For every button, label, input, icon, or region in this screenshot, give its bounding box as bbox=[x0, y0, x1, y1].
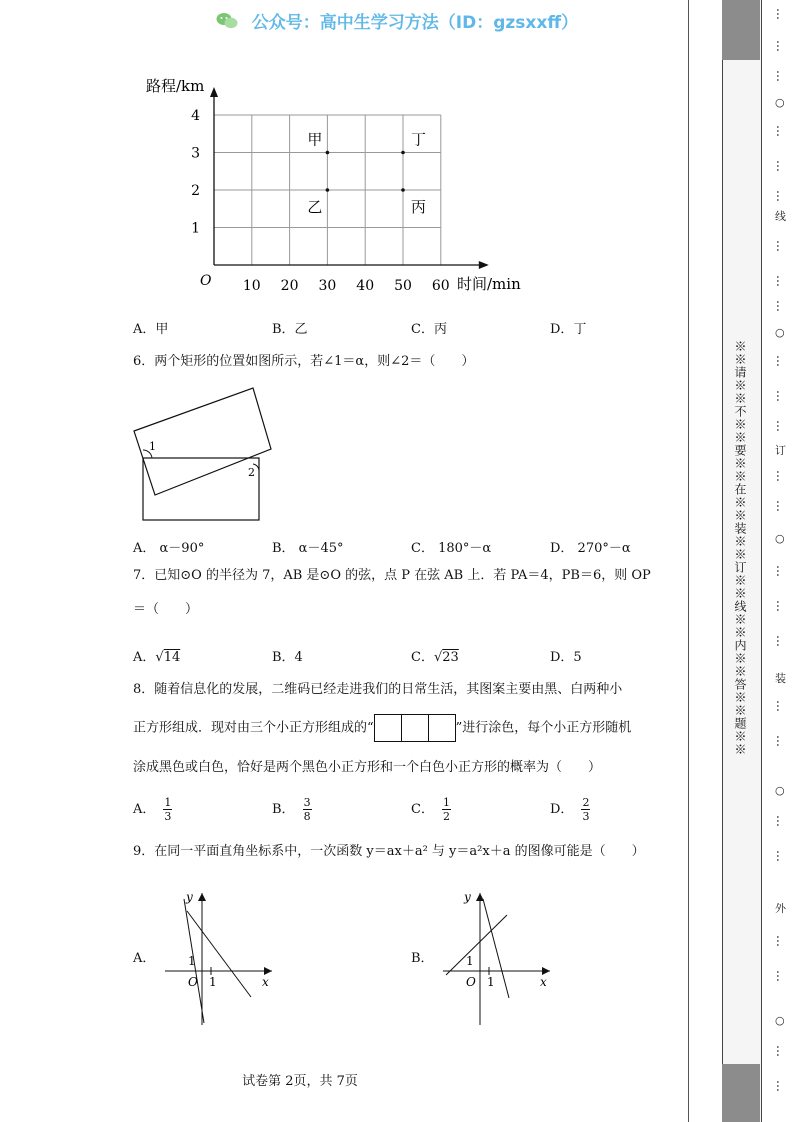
distance-time-chart bbox=[130, 70, 550, 300]
q7-option-a-radicand: 14 bbox=[163, 650, 181, 665]
q6-rectangles-figure bbox=[125, 380, 285, 530]
chart-x-tick-label: 40 bbox=[356, 278, 375, 294]
binding-mark-ding: 订 bbox=[775, 444, 786, 457]
q7-question-line1: 7．已知⊙O 的半径为 7，AB 是⊙O 的弦，点 P 在弦 AB 上．若 PA＝4，PB＝6，则 OP bbox=[133, 568, 651, 583]
q9-option-a-label[interactable]: A． bbox=[133, 951, 156, 966]
q8-option-b[interactable]: B． $\frac{3}{8}$ bbox=[272, 796, 311, 823]
chart-x-tick-label: 10 bbox=[242, 278, 261, 294]
chart-x-tick-label: 60 bbox=[431, 278, 450, 294]
q9-question: 9．在同一平面直角坐标系中，一次函数 y＝ax＋a² 与 y＝a²x＋a 的图像可能是（ ） bbox=[133, 844, 645, 859]
q8-option-a[interactable]: A． $\frac{1}{3}$ bbox=[133, 796, 172, 823]
svg-text:1: 1 bbox=[188, 954, 196, 968]
q6-label-2: 2 bbox=[248, 466, 255, 479]
chart-x-tick-label: 30 bbox=[318, 278, 337, 294]
q9b-line-shallow bbox=[446, 915, 507, 975]
chart-origin: O bbox=[200, 273, 212, 289]
chart-y-tick-label: 2 bbox=[191, 183, 200, 199]
chart-xlabel: 时间/min bbox=[457, 275, 521, 293]
q8-question-line1: 8．随着信息化的发展，二维码已经走进我们的日常生活，其图案主要由黑、白两种小 bbox=[133, 682, 623, 697]
q7-option-b[interactable]: B．4 bbox=[272, 650, 303, 665]
binding-edge-line bbox=[688, 0, 689, 1122]
svg-text:O: O bbox=[466, 975, 476, 989]
q6-option-d[interactable]: D． 270°－α bbox=[550, 541, 631, 556]
q6-label-1: 1 bbox=[149, 440, 156, 453]
binding-circle: ○ bbox=[775, 326, 785, 339]
chart-y-tick-label: 4 bbox=[191, 108, 200, 124]
q9-option-b-label[interactable]: B． bbox=[411, 951, 434, 966]
binding-warning-text: ※※请※※不※※要※※在※※装※※订※※线※※内※※答※※题※※ bbox=[733, 340, 747, 756]
q6-option-a[interactable]: A． α－90° bbox=[133, 541, 205, 556]
binding-dotted-column: … … … ○ … … … 线 … … … ○ … … … 订 … … ○ … … … 装 … … ○ … … 外 … … ○ … … bbox=[774, 8, 788, 1093]
q5-option-a[interactable]: A．甲 bbox=[133, 322, 169, 337]
svg-text:y: y bbox=[186, 890, 193, 904]
binding-mark-wai: 外 bbox=[775, 902, 786, 915]
q6-option-c[interactable]: C． 180°－α bbox=[411, 541, 492, 556]
binding-mark-xian: 线 bbox=[775, 210, 786, 223]
chart-point-label: 甲 bbox=[307, 130, 323, 149]
binding-mark-zhuang: 装 bbox=[775, 672, 786, 685]
svg-text:1: 1 bbox=[466, 954, 474, 968]
q7-option-c-radicand: 23 bbox=[442, 650, 459, 665]
wechat-icon bbox=[216, 12, 238, 35]
header-text: 公众号：高中生学习方法（ID：gzsxxff） bbox=[251, 13, 579, 33]
chart-x-tick-label: 20 bbox=[280, 278, 299, 294]
chart-point-label: 乙 bbox=[307, 198, 323, 216]
q8-option-d[interactable]: D． $\frac{2}{3}$ bbox=[550, 796, 590, 823]
chart-y-tick-label: 3 bbox=[191, 145, 200, 162]
svg-text:x: x bbox=[540, 975, 547, 989]
q6-option-b[interactable]: B． α－45° bbox=[272, 541, 344, 556]
svg-text:1: 1 bbox=[487, 975, 495, 989]
page-footer: 试卷第 2页，共 7页 bbox=[242, 1074, 358, 1089]
svg-text:O: O bbox=[188, 975, 198, 989]
svg-text:y: y bbox=[464, 890, 471, 904]
q6-question: 6．两个矩形的位置如图所示，若∠1＝α，则∠2＝（ ） bbox=[133, 354, 475, 369]
q7-option-a[interactable]: A．√14 bbox=[133, 650, 181, 665]
q7-question-line2: ＝（ ） bbox=[133, 602, 199, 617]
chart-point-label: 丙 bbox=[411, 198, 427, 216]
chart-x-arrow bbox=[479, 261, 489, 269]
binding-strip-bottom-block bbox=[722, 1064, 760, 1122]
q7-option-c[interactable]: C．√23 bbox=[411, 650, 459, 665]
q8-option-c[interactable]: C． $\frac{1}{2}$ bbox=[411, 796, 450, 823]
chart-point bbox=[326, 188, 330, 192]
binding-circle: ○ bbox=[775, 784, 785, 797]
binding-circle: ○ bbox=[775, 96, 785, 109]
q7-option-d[interactable]: D．5 bbox=[550, 650, 582, 665]
q6-rect-horizontal bbox=[143, 458, 259, 520]
binding-strip-top-block bbox=[722, 0, 760, 60]
q5-option-c[interactable]: C．丙 bbox=[411, 322, 447, 337]
q8-question-line2: 正方形组成．现对由三个小正方形组成的“ ”进行涂色，每个小正方形随机 bbox=[133, 714, 631, 742]
chart-point-label: 丁 bbox=[411, 130, 427, 149]
q8-question-line3: 涂成黑色或白色，恰好是两个黑色小正方形和一个白色小正方形的概率为（ ） bbox=[133, 760, 602, 775]
chart-x-tick-label: 50 bbox=[394, 278, 412, 294]
chart-point bbox=[401, 151, 405, 155]
chart-y-arrow bbox=[210, 87, 218, 97]
chart-y-tick-label: 1 bbox=[191, 220, 200, 237]
q9-option-a-graph[interactable] bbox=[160, 885, 280, 1030]
q9-option-b-graph[interactable] bbox=[438, 885, 558, 1030]
q5-option-b[interactable]: B．乙 bbox=[272, 322, 308, 337]
svg-text:1: 1 bbox=[209, 975, 217, 989]
binding-circle: ○ bbox=[775, 532, 785, 545]
header-banner bbox=[0, 8, 794, 35]
chart-point bbox=[326, 151, 330, 155]
svg-text:x: x bbox=[262, 975, 269, 989]
q5-option-d[interactable]: D．丁 bbox=[550, 322, 587, 337]
chart-ylabel: 路程/km bbox=[146, 77, 205, 95]
q8-three-squares bbox=[374, 714, 456, 742]
chart-point bbox=[401, 188, 405, 192]
binding-circle: ○ bbox=[775, 1014, 785, 1027]
